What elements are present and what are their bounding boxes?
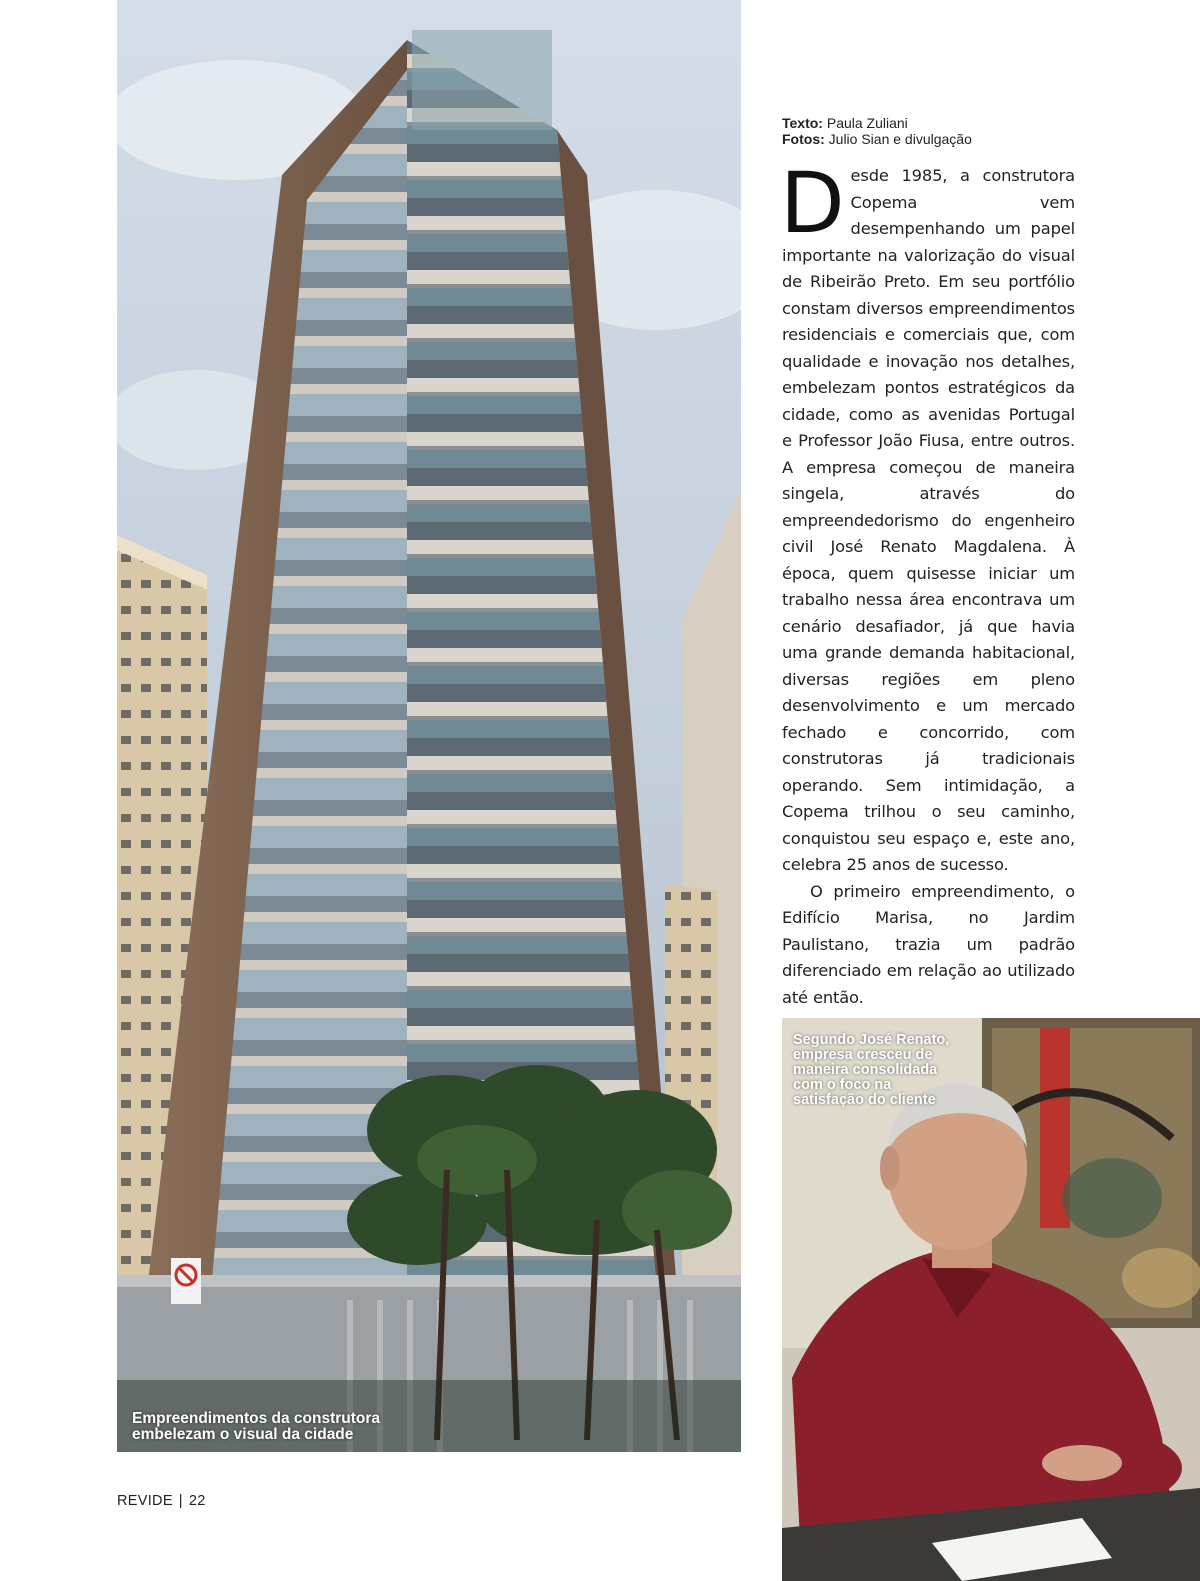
folio-separator: | <box>178 1493 183 1509</box>
text-credit-label: Texto: <box>782 115 823 131</box>
drop-cap: D <box>780 154 845 252</box>
building-photo <box>117 0 741 1452</box>
page-number: 22 <box>188 1493 206 1509</box>
photo-credit-label: Fotos: <box>782 131 825 147</box>
text-credit <box>782 115 1082 131</box>
article-body <box>780 154 1075 1011</box>
article-credits <box>782 115 1082 147</box>
article-paragraph-1-text: esde 1985, a construtora Copema vem desempenhando um papel importante na valorização do visual de Ribeirão Preto. Em seu portfólio constam diversos empreendimentos residenciais e comerciais que, com qualidade e inovação nos detalhes, embelezam pontos estratégicos da cidade, como as avenidas Portugal e Professor João Fiusa, entre outros. A empresa começou de maneira singela, através do empreendedorismo do engenheiro civil José Renato Magdalena. À época, quem quisesse iniciar um trabalho nessa área encontrava um cenário desafiador, já que havia uma grande demanda habitacional, diversas regiões em pleno desenvolvimento e um mercado fechado e concorrido, com construtoras já tradicionais operando. Sem intimidação, a Copema trilhou o seu caminho, conquistou seu espaço e, este ano, celebra 25 anos de sucesso. <box>782 166 1075 874</box>
building-photo-caption: Empreendimentos da construtora embelezam o visual da cidade <box>132 1410 381 1443</box>
building-illustration <box>117 0 741 1452</box>
photo-credit <box>782 131 1082 147</box>
photo-credit-name: Julio Sian e divulgação <box>828 131 972 147</box>
page-folio <box>117 1493 206 1509</box>
text-credit-name: Paula Zuliani <box>826 115 908 131</box>
article-paragraph-1 <box>780 154 1075 879</box>
portrait-photo-caption: Segundo José Renato, empresa cresceu de maneira consolidada com o foco na satisfação do cliente <box>793 1032 950 1108</box>
magazine-name: REVIDE <box>117 1493 173 1509</box>
article-paragraph-2: O primeiro empreendimento, o Edifício Marisa, no Jardim Paulistano, trazia um padrão diferenciado em relação ao utilizado até então. <box>782 881 1075 1007</box>
